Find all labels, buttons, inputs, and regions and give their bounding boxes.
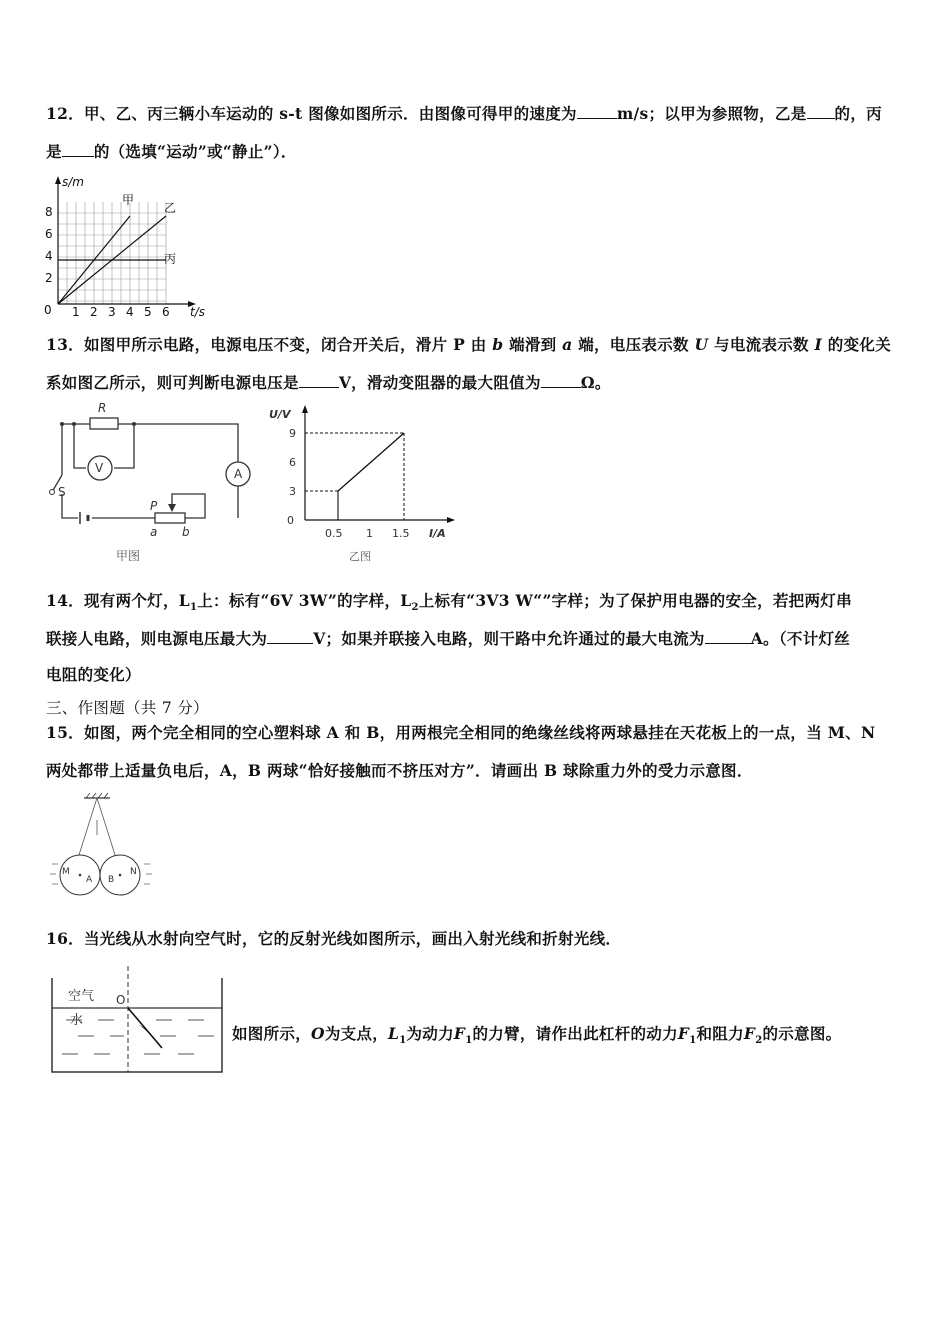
answer-blank[interactable] bbox=[299, 373, 339, 388]
x-tick-2: 2 bbox=[90, 305, 98, 318]
y-axis-arrow bbox=[302, 405, 308, 413]
answer-blank[interactable] bbox=[807, 104, 835, 119]
ball-B-center bbox=[119, 874, 122, 877]
q16-side-text: 如图所示，O为支点，$L_1$为动力$F_1$的力臂，请作出此杠杆的动力$F_1$和阻力$F_2$的示意图。 bbox=[232, 1024, 842, 1047]
wire-voltmeter-right bbox=[114, 424, 134, 468]
x-axis-label: I/A bbox=[429, 527, 446, 540]
x-tick-6: 6 bbox=[162, 305, 170, 318]
resistor-R bbox=[90, 418, 118, 429]
x-tick-3: 3 bbox=[108, 305, 116, 318]
wire-voltmeter-left bbox=[74, 424, 86, 468]
answer-blank[interactable] bbox=[577, 104, 617, 119]
q15-line1: 15．如图，两个完全相同的空心塑料球 A 和 B，用两根完全相同的绝缘丝线将两球悬挂在天花板上的一点，当 M、N bbox=[46, 723, 876, 742]
node bbox=[132, 422, 136, 426]
y-tick-3: 3 bbox=[289, 485, 296, 498]
q16-line1: 16．当光线从水射向空气时，它的反射光线如图所示，画出入射光线和折射光线． bbox=[46, 929, 622, 948]
x-tick-0.5: 0.5 bbox=[325, 527, 343, 540]
q12-line1: 12．甲、乙、丙三辆小车运动的 s-t 图像如图所示．由图像可得甲的速度为 m/s；以甲为参照物，乙是 的，丙 bbox=[46, 104, 882, 123]
label-M: M bbox=[62, 867, 70, 877]
q14-line3: 电阻的变化） bbox=[46, 665, 141, 684]
y-axis-label: U/V bbox=[269, 408, 291, 421]
q15-line2: 两处都带上适量负电后，A，B 两球“恰好接触而不挤压对方”．请画出 B 球除重力外的受力示意图． bbox=[46, 761, 753, 780]
question-number: 13． bbox=[46, 335, 84, 354]
question-number: 12． bbox=[46, 104, 84, 123]
caption-yi: 乙图 bbox=[349, 550, 371, 563]
x-axis-arrow bbox=[447, 517, 455, 523]
x-axis-label: t/s bbox=[190, 305, 205, 318]
slider-arrow bbox=[168, 504, 176, 512]
node bbox=[60, 422, 64, 426]
caption-jia: 甲图 bbox=[116, 549, 141, 563]
thread-A bbox=[78, 798, 97, 858]
q14-line1: 14．现有两个灯，$L_1$上：标有“6V 3W”的字样，$L_2$上标有“3V3 W“”字样；为了保护用电器的安全，若把两灯串 bbox=[46, 591, 852, 614]
q16-refraction-diagram bbox=[48, 964, 228, 1080]
answer-blank[interactable] bbox=[705, 629, 751, 644]
answer-blank[interactable] bbox=[267, 629, 313, 644]
y-axis-arrow bbox=[55, 176, 61, 184]
q13-line1: 13．如图甲所示电路，电源电压不变，闭合开关后，滑片 P 由 b 端滑到 a 端，电压表示数 U 与电流表示数 I 的变化关 bbox=[46, 335, 892, 354]
question-number: 15． bbox=[46, 723, 84, 742]
q15-balls-diagram bbox=[44, 790, 164, 900]
label-A: A bbox=[86, 875, 93, 885]
ball-A-center bbox=[79, 874, 82, 877]
question-number: 14． bbox=[46, 591, 84, 610]
node bbox=[72, 422, 76, 426]
ui-line bbox=[338, 433, 404, 491]
y-tick-6: 6 bbox=[289, 456, 296, 469]
q13-line2: 系如图乙所示，则可判断电源电压是 V，滑动变阻器的最大阻值为 Ω。 bbox=[46, 373, 611, 392]
x-tick-4: 4 bbox=[126, 305, 134, 318]
reflected-ray bbox=[128, 1008, 162, 1048]
q13-ui-graph bbox=[265, 400, 465, 568]
label-A: A bbox=[234, 467, 243, 481]
x-tick-5: 5 bbox=[144, 305, 152, 318]
x-tick-1: 1 bbox=[72, 305, 80, 318]
q12-st-graph bbox=[40, 172, 230, 318]
question-number: 16． bbox=[46, 929, 84, 948]
answer-blank[interactable] bbox=[541, 373, 581, 388]
thread-B bbox=[97, 798, 116, 858]
x-tick-1.5: 1.5 bbox=[392, 527, 410, 540]
water-dashes bbox=[62, 1020, 214, 1054]
y-tick-2: 2 bbox=[45, 271, 53, 285]
label-V: V bbox=[95, 461, 104, 475]
wire-top bbox=[62, 424, 238, 462]
origin-label: 0 bbox=[287, 514, 294, 527]
x-tick-1: 1 bbox=[366, 527, 373, 540]
label-N: N bbox=[130, 867, 137, 877]
label-a: a bbox=[150, 525, 158, 539]
y-tick-4: 4 bbox=[45, 249, 53, 263]
series-label-jia: 甲 bbox=[122, 193, 135, 207]
rheostat bbox=[155, 513, 185, 523]
label-air: 空气 bbox=[68, 989, 95, 1004]
y-tick-9: 9 bbox=[289, 427, 296, 440]
label-b: b bbox=[182, 525, 190, 539]
series-label-yi: 乙 bbox=[164, 201, 177, 215]
label-R: R bbox=[98, 401, 107, 415]
section-heading: 三、作图题（共 7 分） bbox=[46, 699, 209, 717]
origin-label: 0 bbox=[44, 303, 52, 317]
y-axis-label: s/m bbox=[62, 175, 84, 189]
label-P: P bbox=[150, 499, 158, 513]
q12-line2: 是 的（选填“运动”或“静止”）． bbox=[46, 142, 297, 161]
label-O: O bbox=[116, 993, 126, 1007]
q13-circuit-diagram bbox=[40, 400, 260, 568]
switch-contact bbox=[50, 490, 55, 495]
ray-arrow bbox=[138, 1022, 148, 1032]
label-water: 水 bbox=[70, 1013, 84, 1028]
answer-blank[interactable] bbox=[62, 142, 94, 157]
q14-line2: 联接人电路，则电源电压最大为 V；如果并联接入电路，则干路中允许通过的最大电流为 A。（不计灯丝 bbox=[46, 629, 851, 648]
series-label-bing: 丙 bbox=[164, 252, 177, 266]
y-tick-6: 6 bbox=[45, 227, 53, 241]
y-tick-8: 8 bbox=[45, 205, 53, 219]
grid bbox=[58, 202, 166, 304]
ceiling-hatch bbox=[86, 793, 108, 798]
label-S: S bbox=[58, 485, 66, 499]
label-B: B bbox=[108, 875, 115, 885]
